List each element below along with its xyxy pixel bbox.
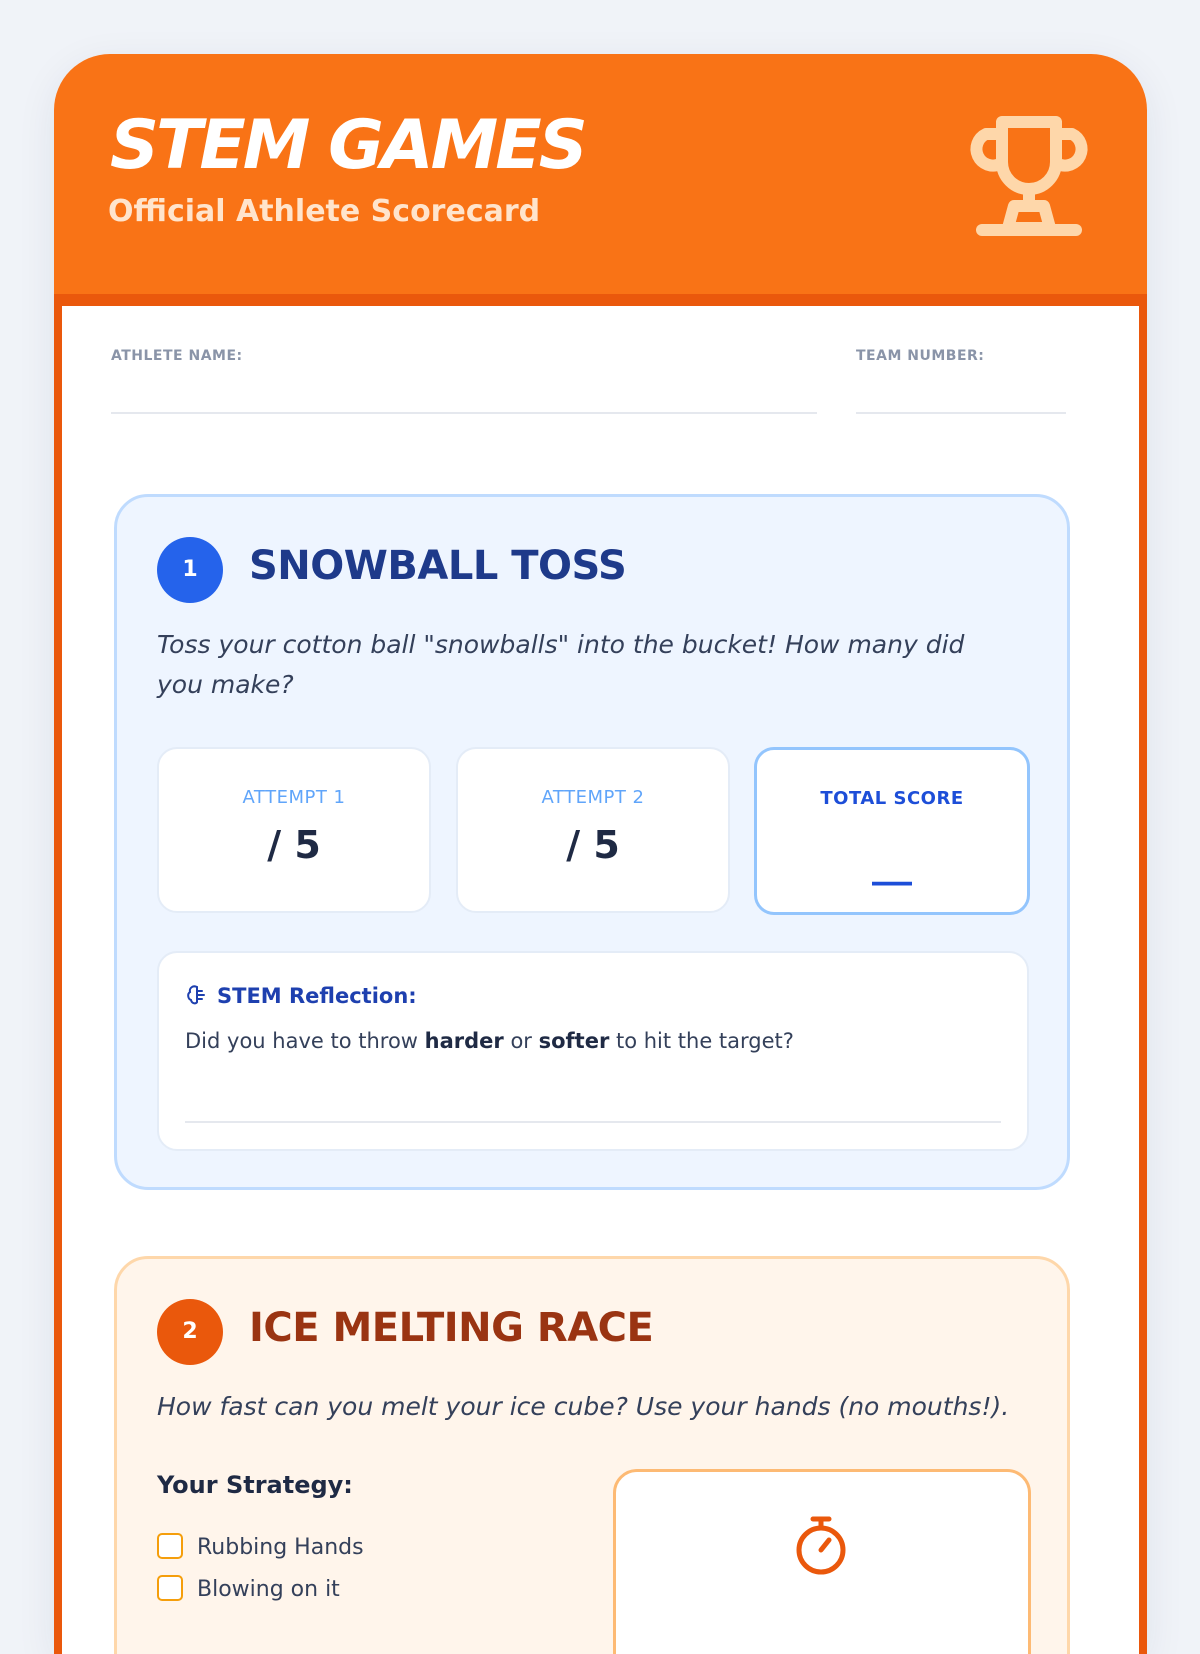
attempt-value: / 5 [267, 823, 321, 867]
card-border-right [1139, 306, 1147, 1654]
event-title: ICE MELTING RACE [249, 1305, 654, 1351]
event-ice-melting-race [114, 1256, 1070, 1654]
checkbox[interactable] [157, 1533, 183, 1559]
attempt-value: / 5 [566, 823, 620, 867]
athlete-name-field[interactable] [111, 412, 817, 414]
strategy-option-label: Rubbing Hands [197, 1535, 364, 1560]
event-description: Toss your cotton ball "snowballs" into the bucket! How many did you make? [157, 630, 965, 699]
attempt-label: ATTEMPT 2 [541, 787, 645, 808]
stem-reflection [157, 951, 1029, 1151]
attempt-2-box[interactable] [456, 747, 730, 913]
event-description: How fast can you melt your ice cube? Use your hands (no mouths!). [157, 1392, 1010, 1421]
trophy-icon [964, 110, 1094, 240]
reflection-heading [185, 983, 417, 1008]
event-number-badge: 2 [157, 1299, 223, 1365]
event-snowball-toss [114, 494, 1070, 1190]
strategy-option[interactable] [157, 1533, 364, 1560]
timer-box[interactable] [613, 1469, 1031, 1654]
stopwatch-icon [794, 1514, 848, 1578]
question-emphasis: harder [424, 1029, 504, 1053]
question-text: to hit the target? [609, 1029, 794, 1053]
attempt-1-box[interactable] [157, 747, 431, 913]
reflection-answer-line[interactable] [185, 1121, 1001, 1123]
strategy-heading: Your Strategy: [157, 1471, 353, 1499]
checkbox[interactable] [157, 1575, 183, 1601]
card-border-left [54, 306, 62, 1654]
reflection-question [185, 1029, 794, 1053]
strategy-option-label: Blowing on it [197, 1577, 340, 1602]
brain-icon [185, 983, 209, 1007]
question-text: Did you have to throw [185, 1029, 425, 1053]
total-score-value: __ [872, 840, 912, 886]
page-title: STEM GAMES [110, 106, 585, 185]
event-number-badge: 1 [157, 537, 223, 603]
team-number-label: TEAM NUMBER: [856, 348, 985, 364]
total-score-label: TOTAL SCORE [820, 788, 964, 809]
reflection-heading-text: STEM Reflection: [217, 984, 417, 1008]
event-title: SNOWBALL TOSS [249, 543, 627, 589]
header-banner [54, 54, 1147, 306]
question-text: or [503, 1029, 539, 1053]
attempt-label: ATTEMPT 1 [242, 787, 346, 808]
page-subtitle: Official Athlete Scorecard [108, 194, 541, 229]
athlete-name-label: ATHLETE NAME: [111, 348, 243, 364]
strategy-option[interactable] [157, 1575, 340, 1602]
total-score-box[interactable] [754, 747, 1030, 915]
team-number-field[interactable] [856, 412, 1066, 414]
scorecard [54, 54, 1147, 1654]
question-emphasis: softer [538, 1029, 610, 1053]
